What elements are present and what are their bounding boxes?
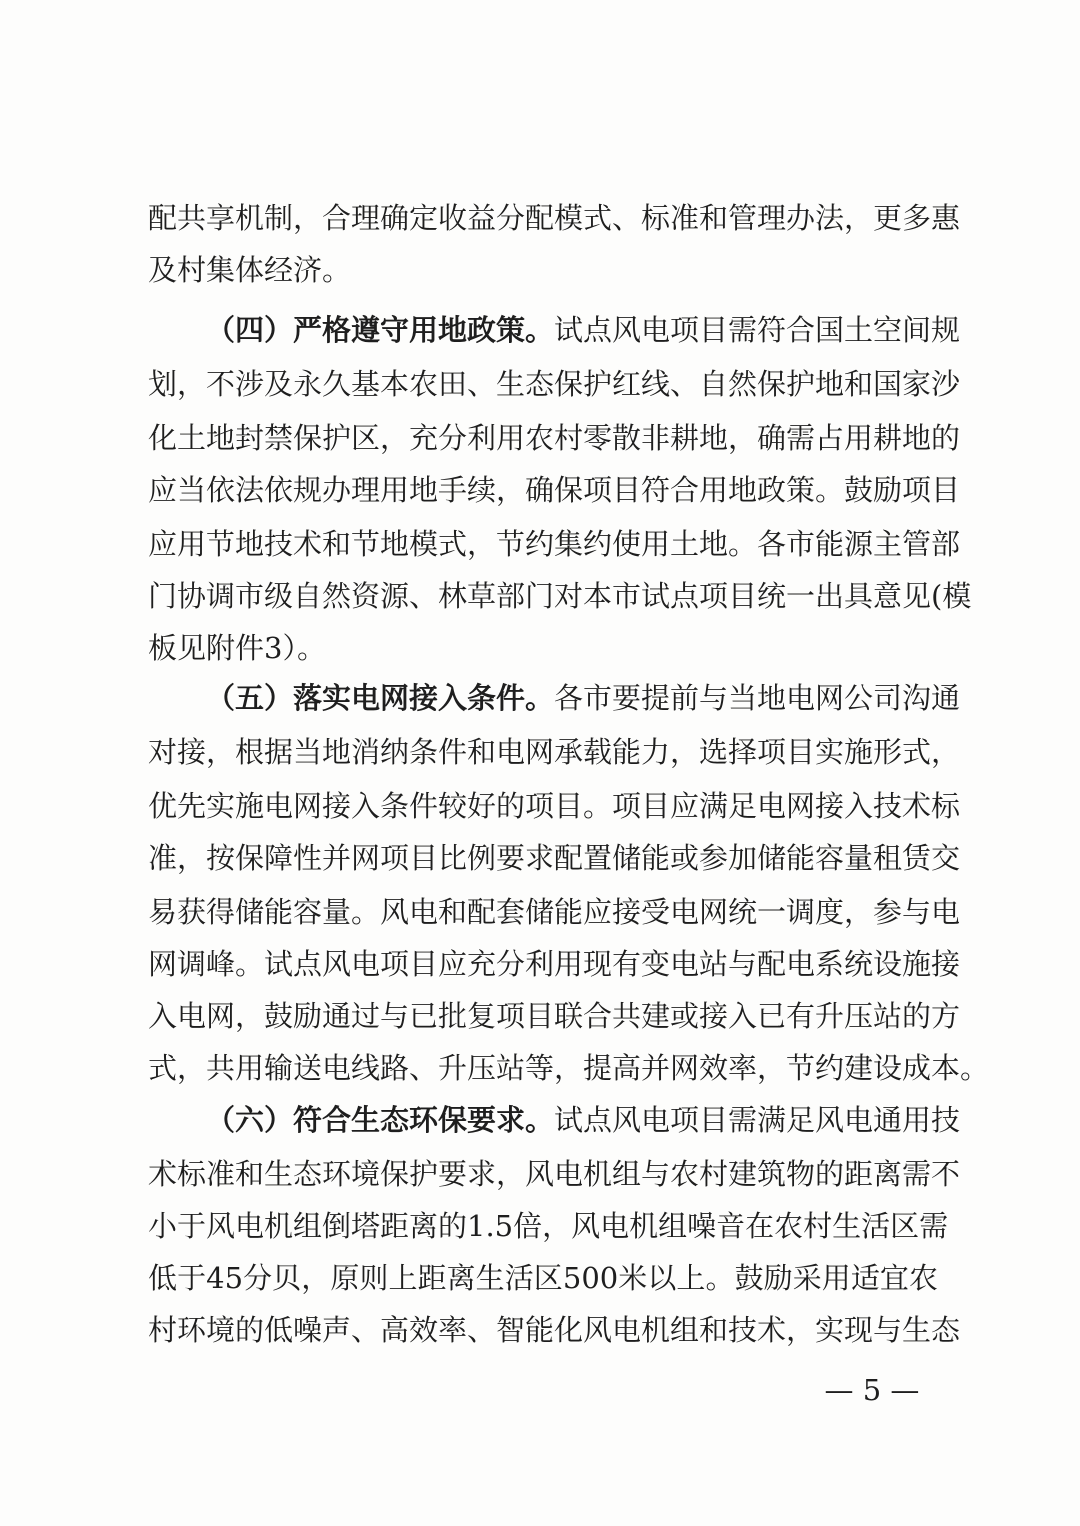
text-line: 网调峰。试点风电项目应充分利用现有变电站与配电系统设施接 bbox=[148, 947, 961, 981]
section-heading: （五）落实电网接入条件。 bbox=[206, 681, 555, 715]
text-line: 配共享机制，合理确定收益分配模式、标准和管理办法，更多惠 bbox=[148, 201, 961, 235]
section-heading: （六）符合生态环保要求。 bbox=[206, 1103, 555, 1137]
text-line: 门协调市级自然资源、林草部门对本市试点项目统一出具意见(模 bbox=[148, 579, 972, 613]
text-line: 板见附件3）。 bbox=[148, 631, 326, 665]
text-line: 划，不涉及永久基本农田、生态保护红线、自然保护地和国家沙 bbox=[148, 367, 961, 401]
section-4-heading-line bbox=[206, 302, 961, 358]
text-line: 式，共用输送电线路、升压站等，提高并网效率，节约建设成本。 bbox=[148, 1051, 990, 1085]
text-line: 小于风电机组倒塔距离的1.5倍，风电机组噪音在农村生活区需 bbox=[148, 1209, 949, 1243]
text-line: 应用节地技术和节地模式，节约集约使用土地。各市能源主管部 bbox=[148, 527, 961, 561]
text-line: 及村集体经济。 bbox=[148, 253, 352, 287]
text-line: 入电网，鼓励通过与已批复项目联合共建或接入已有升压站的方 bbox=[148, 999, 961, 1033]
text-line: 优先实施电网接入条件较好的项目。项目应满足电网接入技术标 bbox=[148, 789, 961, 823]
section-text: 试点风电项目需符合国土空间规 bbox=[554, 313, 961, 347]
text-line: 村环境的低噪声、高效率、智能化风电机组和技术，实现与生态 bbox=[148, 1313, 961, 1347]
text-line: 低于45分贝，原则上距离生活区500米以上。鼓励采用适宜农 bbox=[148, 1261, 938, 1295]
text-line: 对接，根据当地消纳条件和电网承载能力，选择项目实施形式， bbox=[148, 735, 961, 769]
section-text: 试点风电项目需满足风电通用技 bbox=[554, 1103, 961, 1137]
section-heading: （四）严格遵守用地政策。 bbox=[206, 313, 555, 347]
text-line: 应当依法依规办理用地手续，确保项目符合用地政策。鼓励项目 bbox=[148, 473, 961, 507]
page-number: — 5 — bbox=[824, 1373, 920, 1407]
text-line: 化土地封禁保护区，充分利用农村零散非耕地，确需占用耕地的 bbox=[148, 421, 961, 455]
section-5-heading-line bbox=[206, 670, 961, 726]
text-line: 术标准和生态环境保护要求，风电机组与农村建筑物的距离需不 bbox=[148, 1157, 961, 1191]
text-line: 准，按保障性并网项目比例要求配置储能或参加储能容量租赁交 bbox=[148, 841, 961, 875]
section-text: 各市要提前与当地电网公司沟通 bbox=[554, 681, 961, 715]
text-line: 易获得储能容量。风电和配套储能应接受电网统一调度，参与电 bbox=[148, 895, 961, 929]
section-6-heading-line bbox=[206, 1092, 961, 1148]
